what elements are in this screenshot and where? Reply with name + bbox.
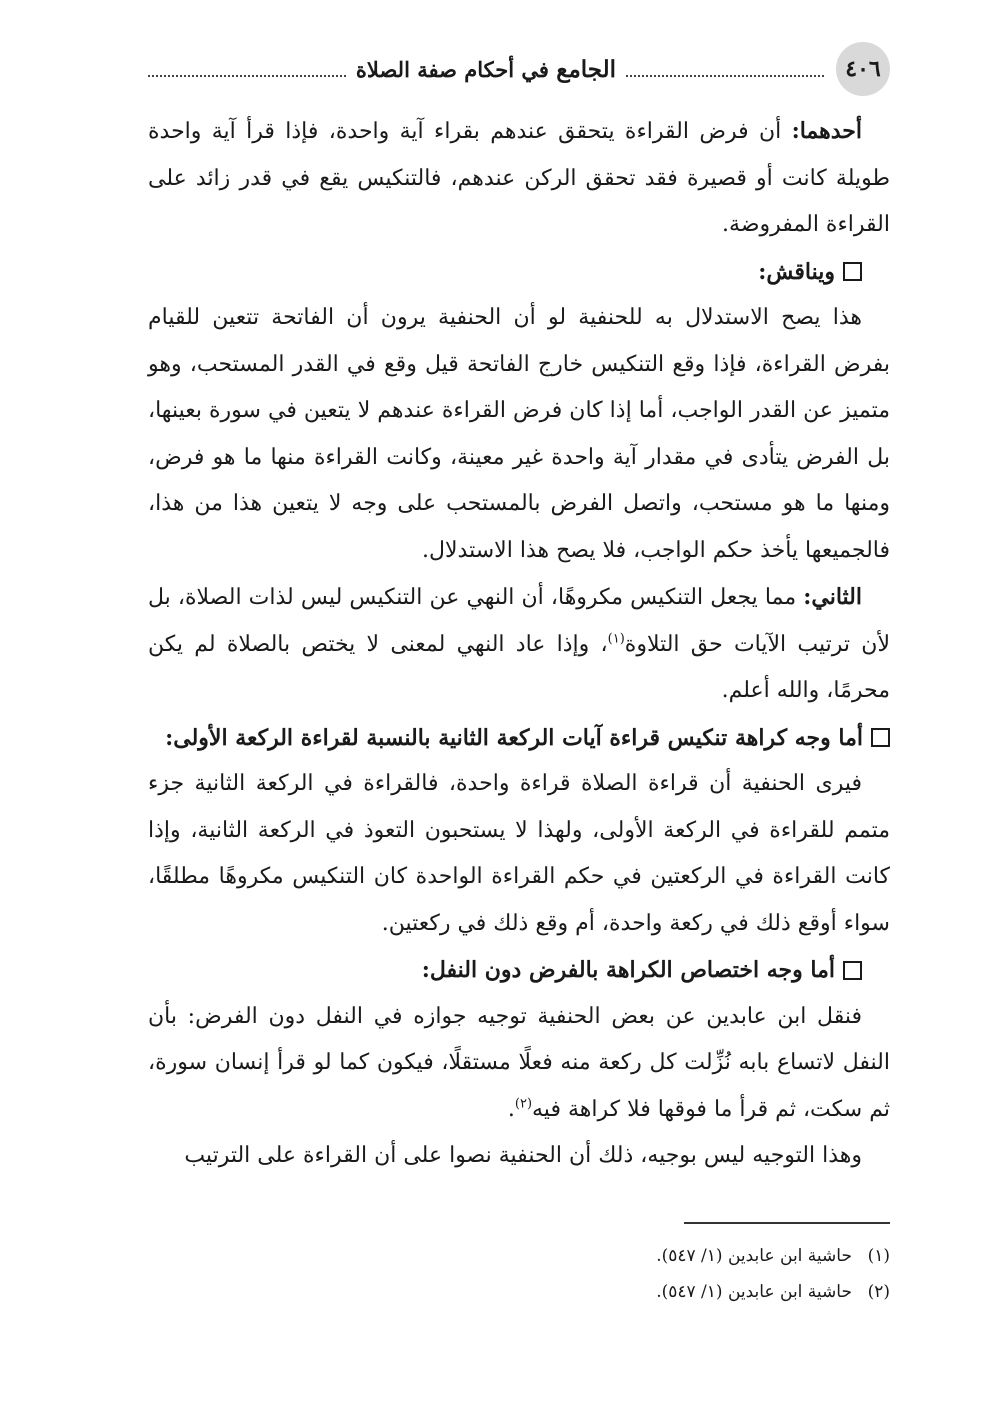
paragraph-text: فنقل ابن عابدين عن بعض الحنفية توجيه جوازه في النفل دون الفرض: بأن النفل لاتساع بابه نُزِّلت كل ركعة منه فعلًا مستقلًا، فيكون كما لو قرأ إنسان سورة، ثم سكت، ثم قرأ ما فوقها فلا كراهة فيه [148,1003,890,1122]
running-title [356,56,616,83]
square-bullet-icon [871,728,890,747]
paragraph-second-argument [148,574,890,715]
paragraph-first-argument [148,108,890,249]
footnote-ref-1[interactable]: (١) [607,631,625,647]
footnote-separator [684,1222,890,1224]
lead-word: الثاني: [803,584,862,610]
lead-word: أحدهما: [791,118,862,144]
title-rest: أحكام صفة الصلاة [355,57,515,82]
heading-text: أما وجه كراهة تنكيس قراءة آيات الركعة الثانية بالنسبة لقراءة الركعة الأولى: [165,724,863,751]
paragraph-refutation: وهذا التوجيه ليس بوجيه، ذلك أن الحنفية نصوا على أن القراءة على الترتيب [184,1143,862,1168]
section-heading-discussion [148,249,890,296]
section-heading-obligatory-vs-voluntary [148,947,890,994]
footnote-number: (١) [867,1246,890,1266]
page-number: ٤٠٦ [836,42,890,96]
paragraph-text: . [507,1096,515,1122]
leader-dots-right [626,75,824,77]
heading-text: أما وجه اختصاص الكراهة بالفرض دون النفل: [421,957,835,983]
footnote-item [148,1238,890,1274]
leader-dots-left [148,75,346,77]
heading-text: ويناقش: [758,258,835,285]
footnote-item [148,1274,890,1310]
footnote-text: حاشية ابن عابدين (١/ ٥٤٧). [656,1246,852,1266]
section-heading-reversal-second-rakah [148,715,890,762]
square-bullet-icon [843,961,862,980]
square-bullet-icon [843,262,862,281]
running-title-row [148,56,824,83]
title-fi: في [521,57,549,82]
footnote-text: حاشية ابن عابدين (١/ ٥٤٧). [656,1282,852,1302]
paragraph-text: مما يجعل التنكيس مكروهًا، أن النهي عن التنكيس ليس لذات الصلاة، بل لأن ترتيب الآيات حق التلاوة [148,585,890,657]
paragraph-discussion: هذا يصح الاستدلال به للحنفية لو أن الحنفية يرون أن الفاتحة تتعين للقيام بفرض القراءة، فإذا وقع التنكيس خارج الفاتحة قيل وقع في القدر المستحب، وهو متميز عن القدر الواجب، أما إذا كان فرض القراءة عندهم لا يتعين في سورة بعينها، بل الفرض يتأدى في مقدار آية واحدة غير معينة، وكانت القراءة منها ما هو فرض، ومنها ما هو مستحب، واتصل الفرض بالمستحب على وجه لا يتعين هذا من هذا، فالجميعها يأخذ حكم الواجب، فلا يصح هذا الاستدلال. [148,305,890,563]
paragraph-hanafi-view: فيرى الحنفية أن قراءة الصلاة قراءة واحدة، فالقراءة في الركعة الثانية جزء متمم للقراءة في الركعة الأولى، ولهذا لا يستحبون التعوذ في الركعة الثانية، وإذا كانت القراءة في الركعتين في حكم القراءة الواحدة كان التنكيس مكروهًا مطلقًا، سواء أوقع ذلك في ركعة واحدة، أم وقع ذلك في ركعتين. [148,771,890,936]
paragraph-text: ، وإذا عاد النهي لمعنى لا يختص بالصلاة لم يكن محرمًا، والله أعلم. [148,631,890,703]
footnote-number: (٢) [867,1282,890,1302]
footnote-ref-2[interactable]: (٢) [514,1096,533,1112]
paragraph-ibn-abidin [148,994,890,1134]
paragraph-text: أن فرض القراءة يتحقق عندهم بقراء آية واحدة، فإذا قرأ آية واحدة طويلة كانت أو قصيرة فقد تحقق الركن عندهم، فالتنكيس يقع في قدر زائد على القراءة المفروضة. [148,119,890,237]
title-main: الجامع [556,56,617,83]
main-text [148,108,890,1180]
footnotes [148,1238,890,1310]
page-header [148,40,890,96]
